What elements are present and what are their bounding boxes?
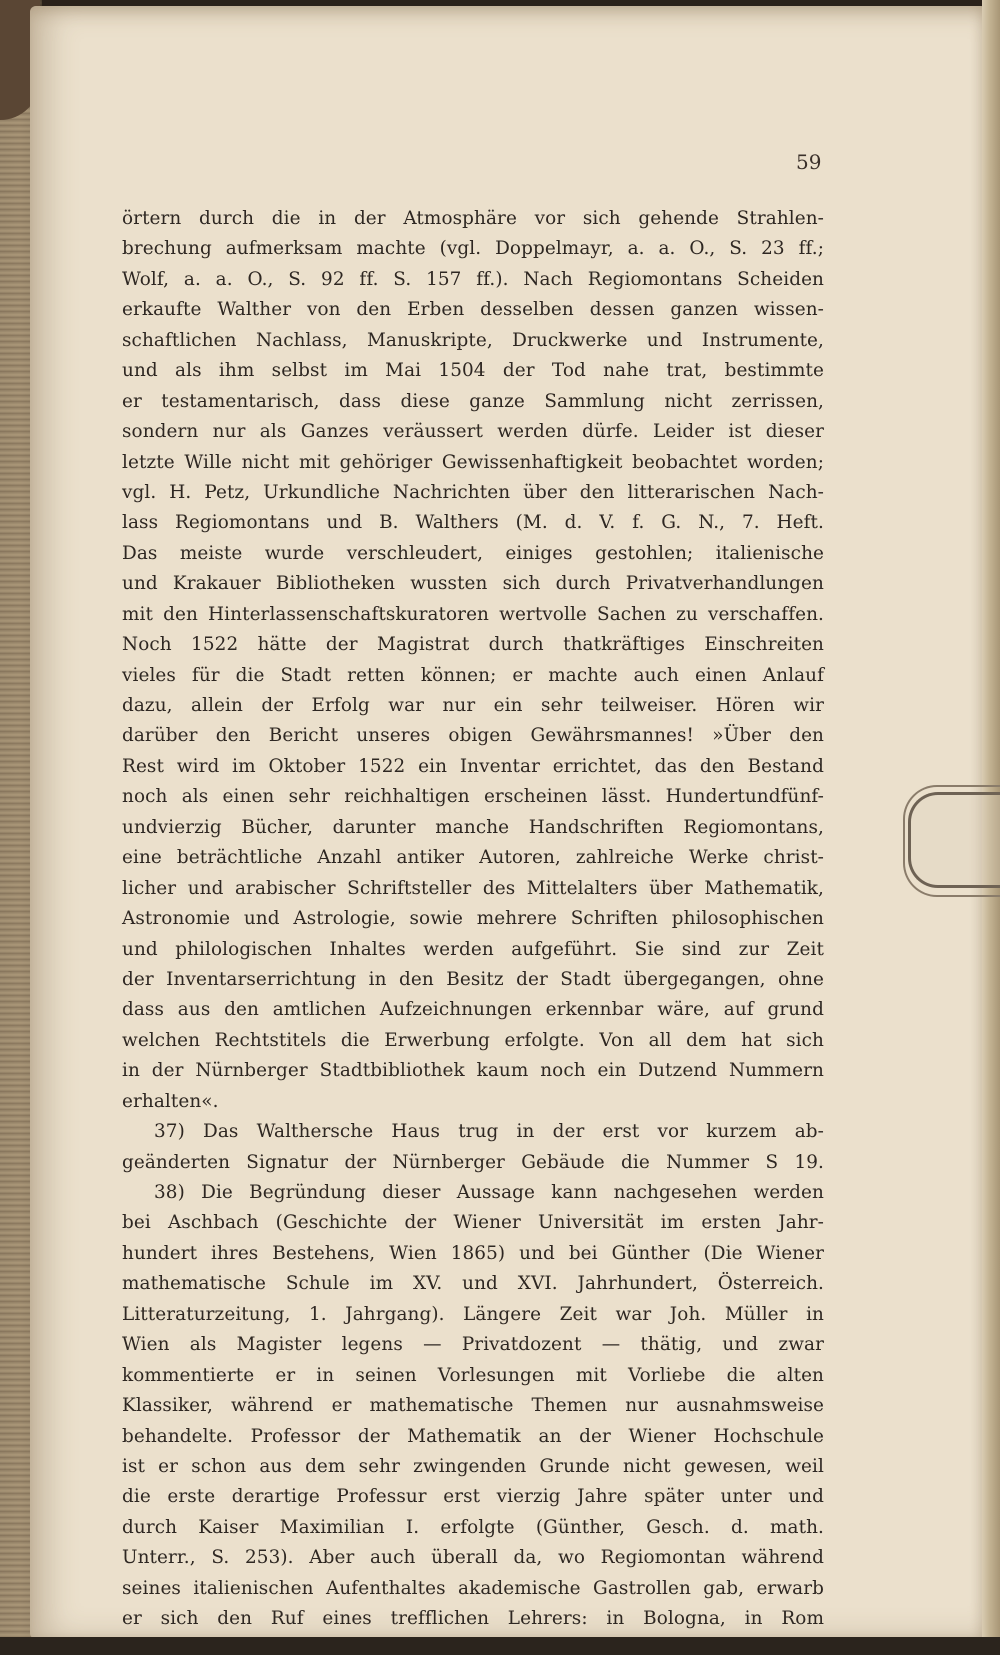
footnote-line: behandelte. Professor der Mathematik an der Wiener Hochschule	[122, 1425, 824, 1447]
text-line: dazu, allein der Erfolg war nur ein sehr teilweiser. Hören wir	[122, 695, 824, 716]
text-line: Noch 1522 hätte der Magistrat durch thatkräftiges Einschreiten	[122, 634, 824, 656]
text-line: Astronomie und Astrologie, sowie mehrere Schriften philosophischen	[122, 908, 824, 930]
scan-bottom-border	[0, 1637, 1000, 1655]
text-line: Das meiste wurde verschleudert, einiges gestohlen; italienische	[122, 542, 824, 564]
footnote-line: 38) Die Begründung dieser Aussage kann nachgesehen werden	[154, 1182, 824, 1203]
footnote-line: bei Aschbach (Geschichte der Wiener Universität im ersten Jahr-	[122, 1212, 824, 1234]
text-line: in der Nürnberger Stadtbibliothek kaum noch ein Dutzend Nummern	[122, 1060, 824, 1082]
text-line: dass aus den amtlichen Aufzeichnungen erkennbar wäre, auf grund	[122, 999, 824, 1021]
footnote-line: Unterr., S. 253). Aber auch überall da, wo Regiomontan während	[122, 1547, 824, 1569]
footnote-line: geänderten Signatur der Nürnberger Gebäude die Nummer S 19.	[122, 1151, 824, 1173]
footnote-line: er sich den Ruf eines trefflichen Lehrers: in Bologna, in Rom	[122, 1608, 824, 1630]
text-line: licher und arabischer Schriftsteller des Mittelalters über Mathematik,	[122, 877, 824, 899]
text-line: brechung aufmerksam machte (vgl. Doppelmayr, a. a. O., S. 23 ff.;	[122, 238, 824, 260]
text-line: letzte Wille nicht mit gehöriger Gewissenhaftigkeit beobachtet worden;	[122, 451, 824, 473]
footnote-line: Litteraturzeitung, 1. Jahrgang). Längere Zeit war Joh. Müller in	[122, 1303, 824, 1325]
body-text	[122, 204, 824, 1635]
footnote-line: durch Kaiser Maximilian I. erfolgte (Günther, Gesch. d. math.	[122, 1516, 824, 1538]
footnote-line: hundert ihres Bestehens, Wien 1865) und bei Günther (Die Wiener	[122, 1242, 824, 1264]
footnote-line: ist er schon aus dem sehr zwingenden Grunde nicht gewesen, weil	[122, 1455, 824, 1477]
text-line: lass Regiomontans und B. Walthers (M. d. V. f. G. N., 7. Heft.	[122, 512, 824, 534]
footnote-line: Klassiker, während er mathematische Themen nur ausnahmsweise	[122, 1395, 824, 1417]
text-line: Rest wird im Oktober 1522 ein Inventar errichtet, das den Bestand	[122, 755, 824, 777]
text-line: Wolf, a. a. O., S. 92 ff. S. 157 ff.). Nach Regiomontans Scheiden	[122, 268, 824, 290]
footnote-line: die erste derartige Professur erst vierzig Jahre später unter und	[122, 1486, 824, 1508]
text-line: vieles für die Stadt retten können; er machte auch einen Anlauf	[122, 664, 824, 686]
text-line: der Inventarserrichtung in den Besitz der Stadt übergegangen, ohne	[122, 968, 824, 990]
footnote-line: seines italienischen Aufenthaltes akademische Gastrollen gab, erwarb	[122, 1577, 824, 1599]
text-line: vgl. H. Petz, Urkundliche Nachrichten über den litterarischen Nach-	[122, 481, 824, 503]
text-line: und philologischen Inhaltes werden aufgeführt. Sie sind zur Zeit	[122, 938, 824, 960]
text-line: und als ihm selbst im Mai 1504 der Tod nahe trat, bestimmte	[122, 360, 824, 382]
text-line: noch als einen sehr reichhaltigen erscheinen lässt. Hundertundfünf-	[122, 786, 824, 808]
text-line: schaftlichen Nachlass, Manuskripte, Druckwerke und Instrumente,	[122, 329, 824, 351]
text-line: und Krakauer Bibliotheken wussten sich durch Privatverhandlungen	[122, 573, 824, 595]
footnote-line: 37) Das Walthersche Haus trug in der erst vor kurzem ab-	[154, 1121, 824, 1143]
text-line: eine beträchtliche Anzahl antiker Autoren, zahlreiche Werke christ-	[122, 847, 824, 869]
text-line: darüber den Bericht unseres obigen Gewährsmannes! »Über den	[122, 725, 824, 747]
text-line: örtern durch die in der Atmosphäre vor sich gehende Strahlen-	[122, 208, 824, 229]
text-line: er testamentarisch, dass diese ganze Sammlung nicht zerrissen,	[122, 390, 824, 412]
text-line: sondern nur als Ganzes veräussert werden dürfe. Leider ist dieser	[122, 421, 824, 443]
text-line: welchen Rechtstitels die Erwerbung erfolgte. Von all dem hat sich	[122, 1029, 824, 1051]
footnote-line: kommentierte er in seinen Vorlesungen mit Vorliebe die alten	[122, 1364, 824, 1386]
paper-clip-icon	[908, 792, 1000, 888]
text-line: mit den Hinterlassenschaftskuratoren wertvolle Sachen zu verschaffen.	[122, 603, 824, 625]
text-line: erkaufte Walther von den Erben desselben dessen ganzen wissen-	[122, 299, 824, 321]
page-number: 59	[796, 150, 822, 174]
text-line: undvierzig Bücher, darunter manche Handschriften Regiomontans,	[122, 816, 824, 838]
footnote-line: Wien als Magister legens — Privatdozent — thätig, und zwar	[122, 1334, 824, 1356]
footnote-line: mathematische Schule im XV. und XVI. Jahrhundert, Österreich.	[122, 1273, 824, 1295]
text-line: erhalten«.	[122, 1090, 219, 1112]
